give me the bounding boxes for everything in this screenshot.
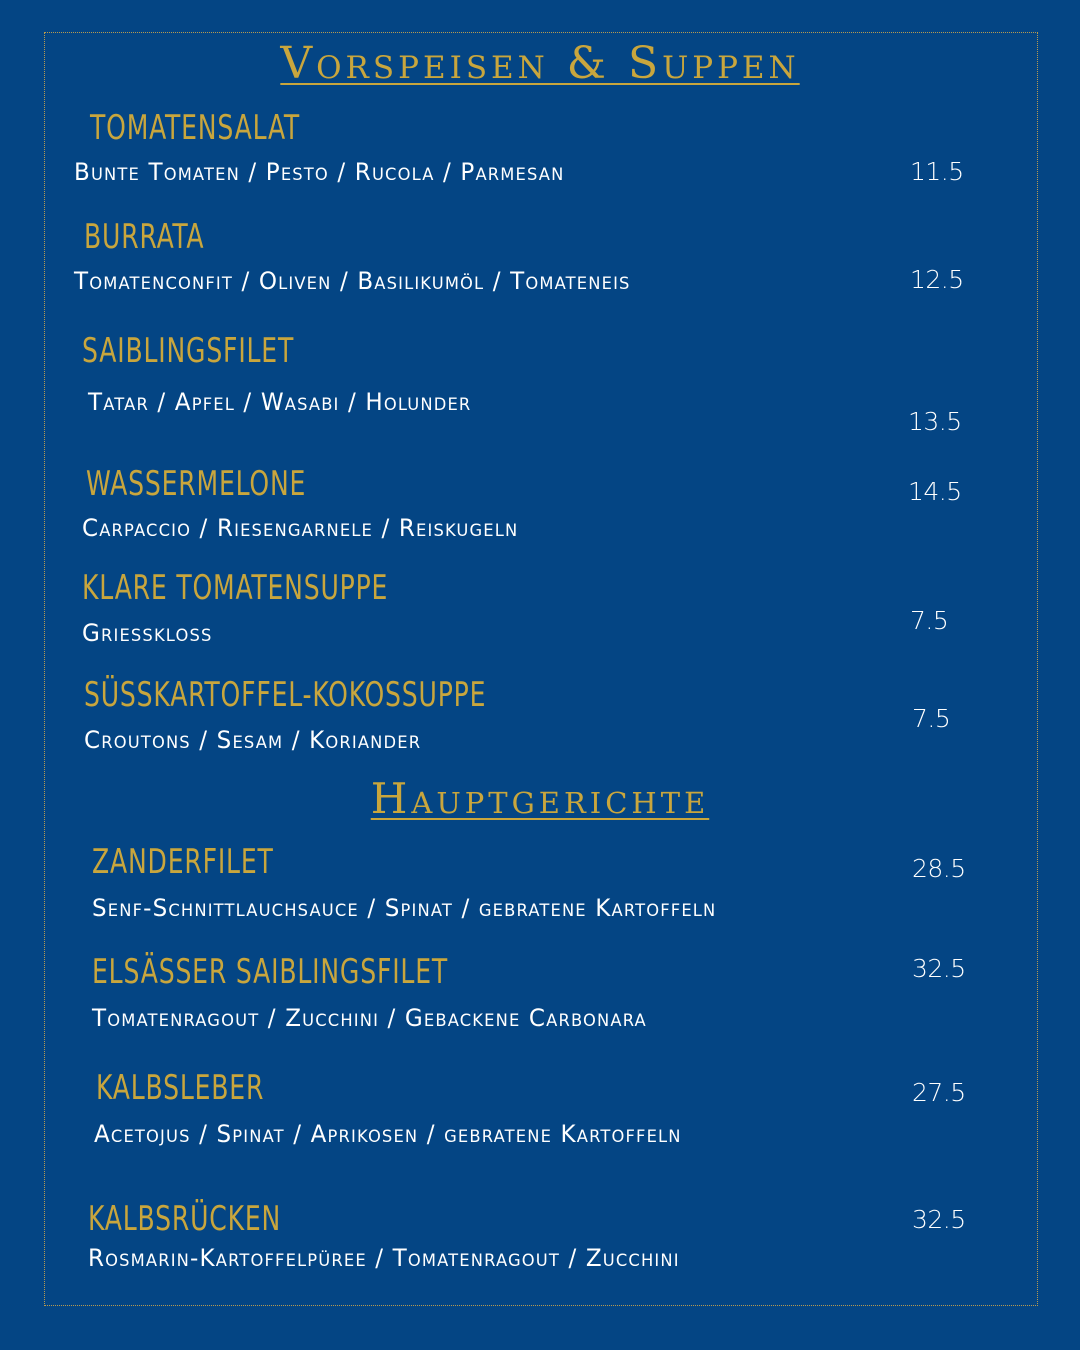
dish-name: ZANDERFILET — [92, 842, 274, 882]
dish-name: SAIBLINGSFILET — [82, 331, 295, 371]
dish-price: 27.5 — [912, 1078, 966, 1107]
dish-name: KALBSRÜCKEN — [88, 1199, 282, 1239]
section-title-vorspeisen: Vorspeisen & Suppen — [280, 38, 800, 89]
dish-price: 14.5 — [908, 477, 962, 506]
dish-price: 28.5 — [912, 854, 966, 883]
dish-price: 11.5 — [910, 157, 964, 186]
dish-name: ELSÄSSER SAIBLINGSFILET — [92, 952, 448, 992]
dish-description: Acetojus / Spinat / Aprikosen / gebratene Kartoffeln — [94, 1120, 682, 1148]
dish-description: Bunte Tomaten / Pesto / Rucola / Parmesan — [74, 158, 565, 186]
dish-description: Croutons / Sesam / Koriander — [84, 726, 422, 754]
dish-name: KALBSLEBER — [96, 1068, 265, 1108]
dish-description: Tomatenragout / Zucchini / Gebackene Carbonara — [92, 1004, 647, 1032]
dish-description: Rosmarin-Kartoffelpüree / Tomatenragout / Zucchini — [88, 1244, 680, 1272]
dish-price: 13.5 — [908, 407, 962, 436]
section-title-hauptgerichte: Hauptgerichte — [370, 774, 710, 823]
dish-price: 7.5 — [910, 606, 949, 635]
dish-name: BURRATA — [84, 217, 205, 257]
dish-name: KLARE TOMATENSUPPE — [82, 568, 389, 608]
dish-name: WASSERMELONE — [86, 464, 307, 504]
dish-description: Senf-Schnittlauchsauce / Spinat / gebratene Kartoffeln — [92, 894, 717, 922]
dish-name: TOMATENSALAT — [90, 108, 300, 148]
dish-name: SÜSSKARTOFFEL-KOKOSSUPPE — [84, 675, 487, 715]
dish-price: 7.5 — [912, 704, 951, 733]
dish-description: Carpaccio / Riesengarnele / Reiskugeln — [82, 514, 519, 542]
dish-description: Griesskloss — [82, 619, 213, 647]
dish-price: 32.5 — [912, 954, 966, 983]
dish-price: 12.5 — [910, 265, 964, 294]
dish-description: Tomatenconfit / Oliven / Basilikumöl / Tomateneis — [74, 267, 631, 295]
dish-price: 32.5 — [912, 1205, 966, 1234]
dish-description: Tatar / Apfel / Wasabi / Holunder — [88, 388, 472, 416]
